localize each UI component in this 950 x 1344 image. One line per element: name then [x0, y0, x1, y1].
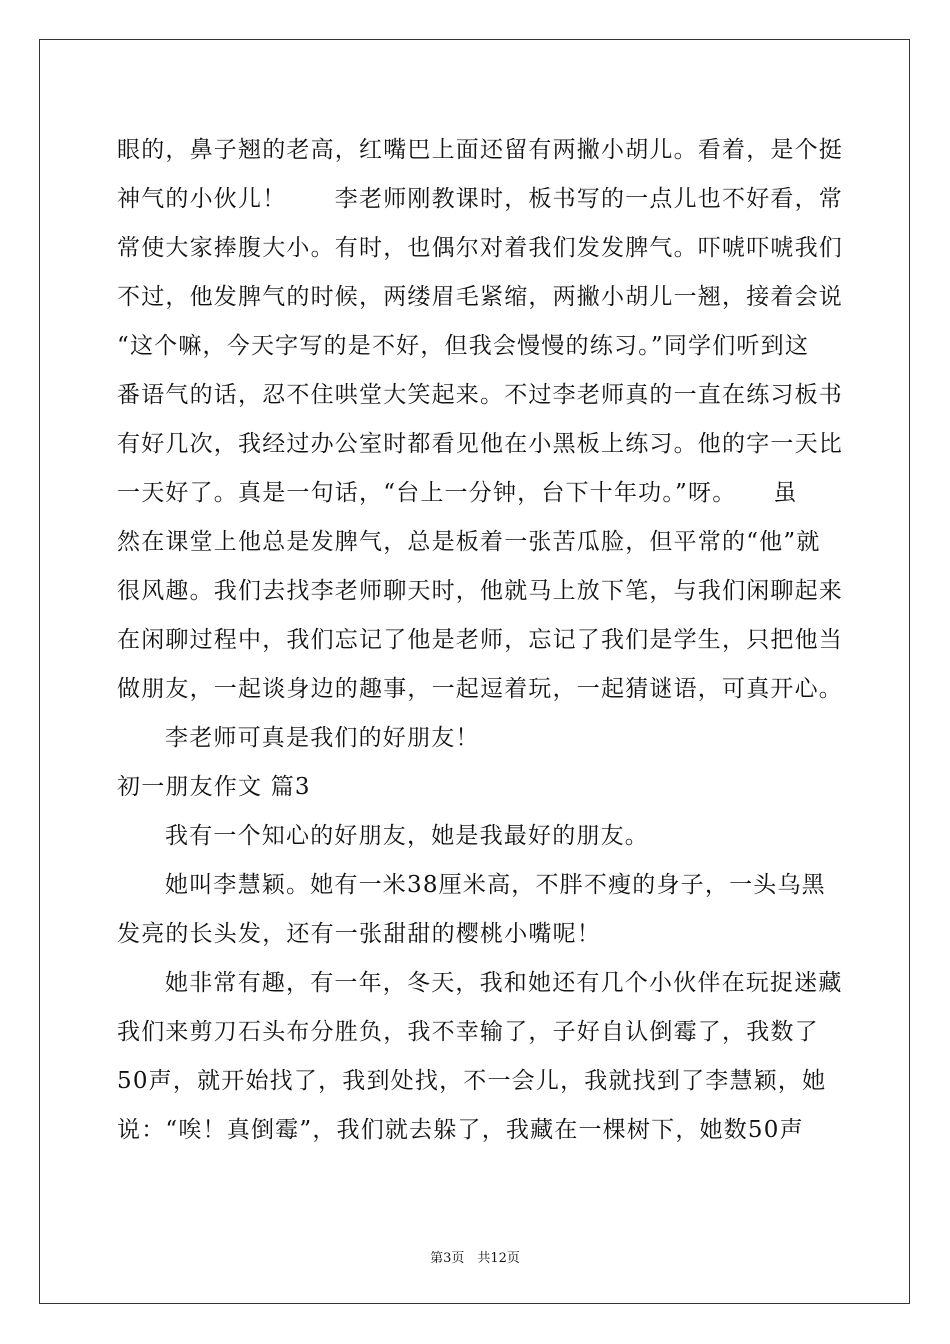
text-line: 一天好了。真是一句话，“台上一分钟，台下十年功。”呀。 虽: [117, 480, 798, 506]
text-line: 不过，他发脾气的时候，两缕眉毛紧缩，两撇小胡儿一翘，接着会说: [117, 284, 843, 310]
text-line: 常使大家捧腹大小。有时，也偶尔对着我们发发脾气。吓唬吓唬我们: [117, 235, 843, 261]
text-line: “这个嘛，今天字写的是不好，但我会慢慢的练习。”同学们听到这: [117, 333, 810, 359]
paragraph-line: 我有一个知心的好朋友，她是我最好的朋友。: [165, 823, 649, 849]
document-body: [117, 126, 843, 1155]
text-line: 有好几次，我经过办公室时都看见他在小黑板上练习。他的字一天比: [117, 431, 843, 457]
paragraph-line: 她叫李慧颖。她有一米38厘米高，不胖不瘦的身子，一头乌黑: [165, 872, 826, 898]
text-line: 然在课堂上他总是发脾气，总是板着一张苦瓜脸，但平常的“他”就: [117, 529, 821, 555]
text-line: 我们来剪刀石头布分胜负，我不幸输了，子好自认倒霉了，我数了: [117, 1019, 819, 1045]
text-line: 很风趣。我们去找李老师聊天时，他就马上放下笔，与我们闲聊起来: [117, 578, 843, 604]
text-line: 做朋友，一起谈身边的趣事，一起逗着玩，一起猜谜语，可真开心。: [117, 676, 843, 702]
paragraph-line: 她非常有趣，有一年，冬天，我和她还有几个小伙伴在玩捉迷藏: [165, 970, 843, 996]
paragraph-line: 李老师可真是我们的好朋友！: [165, 725, 480, 751]
text-line: 在闲聊过程中，我们忘记了他是老师，忘记了我们是学生，只把他当: [117, 627, 843, 653]
text-line: 番语气的话，忍不住哄堂大笑起来。不过李老师真的一直在练习板书: [117, 382, 843, 408]
text-line: 说：“唉！真倒霉”，我们就去躲了，我藏在一棵树下，她数50声: [117, 1117, 804, 1143]
text-line: 发亮的长头发，还有一张甜甜的樱桃小嘴呢！: [117, 921, 601, 947]
text-line: 眼的，鼻子翘的老高，红嘴巴上面还留有两撇小胡儿。看着，是个挺: [117, 137, 843, 163]
text-line: 50声，就开始找了，我到处找，不一会儿，我就找到了李慧颖，她: [117, 1068, 827, 1094]
section-heading: 初一朋友作文 篇3: [117, 774, 311, 800]
text-line: 神气的小伙儿！ 李老师刚教课时，板书写的一点儿也不好看，常: [117, 186, 843, 212]
page-number: 第3页 共12页: [430, 1251, 520, 1266]
